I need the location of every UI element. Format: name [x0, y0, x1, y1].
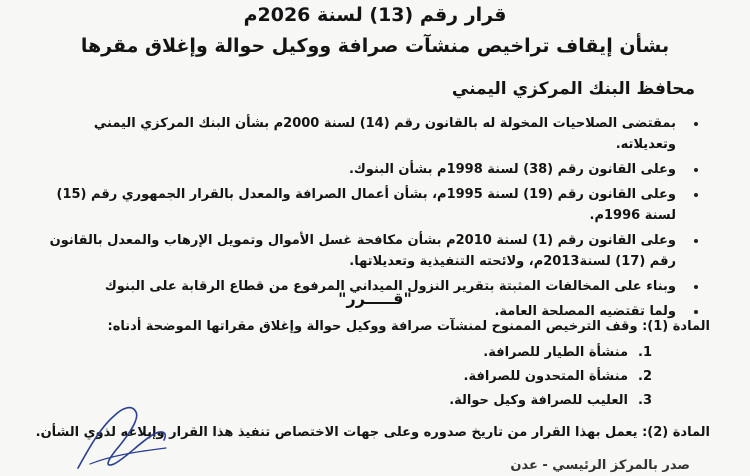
- bullet-icon: [694, 193, 698, 197]
- bullet-icon: [694, 310, 698, 314]
- issued-at-footer: صدر بالمركز الرئيسي - عدن: [510, 458, 690, 473]
- signature-icon: [70, 398, 190, 470]
- establishment-item: 2.منشأة المتحدون للصرافة.: [463, 369, 652, 384]
- establishment-item: 1.منشأة الطيار للصرافة.: [483, 345, 652, 360]
- establishment-list: [449, 343, 652, 415]
- article-1-text: وقف الترخيص الممنوح لمنشآت صرافة ووكيل حوالة وإغلاق مقراتها الموضحة أدناه:: [107, 319, 638, 334]
- whereas-item: بمقتضى الصلاحيات المخولة له بالقانون رقم (14) لسنة 2000م بشأن البنك المركزي اليمني وتعديلاته.: [42, 113, 702, 155]
- bullet-icon: [694, 239, 698, 243]
- article-1-label: المادة (1):: [642, 319, 710, 334]
- decree-subject: بشأن إيقاف تراخيص منشآت صرافة ووكيل حوالة وإغلاق مقرها: [80, 35, 670, 57]
- establishment-item: 3.العليب للصرافة وكيل حوالة.: [449, 393, 652, 408]
- article-2-text: يعمل بهذا القرار من تاريخ صدوره وعلى جهات الاختصاص تنفيذ هذا القرار وإبلاغه لذوي الشأن.: [35, 425, 638, 440]
- decided-heading: "قـــــرر": [338, 289, 412, 308]
- decree-title: قرار رقم (13) لسنة 2026م: [243, 4, 507, 26]
- article-1: [30, 317, 710, 337]
- whereas-item: وبناء على المخالفات المثبتة بتقرير النزول الميداني المرفوع من قطاع الرقابة على البنوك: [42, 276, 702, 297]
- article-2-label: المادة (2):: [642, 425, 710, 440]
- governor-heading: محافظ البنك المركزي اليمني: [451, 79, 695, 99]
- whereas-item: وعلى القانون رقم (19) لسنة 1995م، بشأن أعمال الصرافة والمعدل بالقرار الجمهوري رقم (15) لسنة 1996م.: [42, 184, 702, 226]
- bullet-icon: [694, 168, 698, 172]
- bullet-icon: [694, 122, 698, 126]
- whereas-item: وعلى القانون رقم (38) لسنة 1998م بشأن البنوك.: [42, 159, 702, 180]
- whereas-item: ولما تقتضيه المصلحة العامة.: [42, 301, 702, 322]
- whereas-item: وعلى القانون رقم (1) لسنة 2010م بشأن مكافحة غسل الأموال وتمويل الإرهاب والمعدل بالقانون رقم (17) لسنة2013م، ولائحته التنفيذية وتعديلاتها.: [42, 230, 702, 272]
